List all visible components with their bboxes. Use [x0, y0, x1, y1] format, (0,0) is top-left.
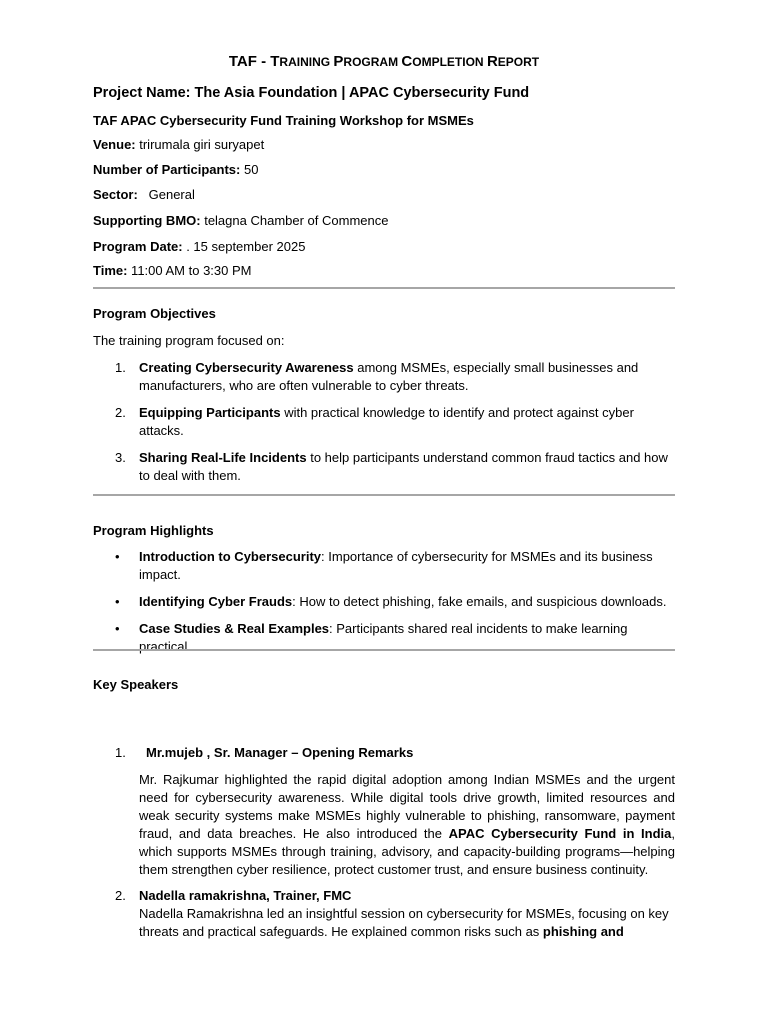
divider — [93, 494, 675, 496]
speaker-paragraph — [139, 771, 675, 879]
venue-line — [93, 136, 264, 154]
report-title — [93, 52, 675, 72]
speaker-title: Mr.mujeb , Sr. Manager – Opening Remarks — [146, 745, 414, 760]
title-part: ROGRAM — [343, 55, 402, 69]
item-text: : Importance of cybersecurity for MSMEs and its business impact. — [139, 549, 653, 582]
highlights-heading: Program Highlights — [93, 523, 214, 538]
title-part: P — [333, 53, 344, 70]
sector-line — [93, 186, 195, 204]
paragraph-text: , which supports MSMEs through training, advisory, and capacity-building programs—helping them strengthen cyber resilience, protect customer trust, and ensure business continuity. — [139, 826, 676, 877]
sector-value: General — [137, 187, 195, 202]
list-item — [93, 359, 675, 395]
item-number: 2. — [115, 405, 126, 420]
sector-label: Sector: — [93, 187, 138, 202]
item-bold: Equipping Participants — [139, 405, 281, 420]
item-text: : Participants shared real incidents to make learning practical. — [139, 621, 628, 654]
title-part: C — [401, 53, 413, 70]
date-label: Program Date: — [93, 239, 183, 254]
bmo-line — [93, 212, 388, 230]
bmo-label: Supporting BMO: — [93, 213, 201, 228]
speakers-heading: Key Speakers — [93, 677, 179, 692]
time-line — [93, 262, 252, 280]
title-part: R — [486, 53, 498, 70]
objectives-intro: The training program focused on: — [93, 333, 285, 348]
title-part: EPORT — [497, 55, 540, 69]
item-number: 3. — [115, 450, 126, 465]
item-bold: Introduction to Cybersecurity — [139, 549, 322, 564]
project-name: Project Name: The Asia Foundation | APAC Cybersecurity Fund — [93, 85, 530, 101]
item-text: to help participants understand common fraud tactics and how to deal with them. — [139, 450, 668, 483]
item-number: 1. — [115, 360, 126, 375]
list-item — [93, 404, 675, 440]
bullet-icon: • — [115, 621, 120, 636]
date-line — [93, 238, 305, 256]
bmo-value: telagna Chamber of Commence — [200, 213, 389, 228]
divider — [93, 649, 675, 651]
time-value: 11:00 AM to 3:30 PM — [127, 263, 252, 278]
bullet-icon: • — [115, 594, 120, 609]
divider — [93, 287, 675, 289]
item-text: among MSMEs, especially small businesses and manufacturers, who are often vulnerable to cyber threats. — [139, 360, 639, 393]
participants-line — [93, 161, 258, 179]
speaker-title: Nadella ramakrishna, Trainer, FMC — [139, 888, 352, 903]
time-label: Time: — [93, 263, 128, 278]
venue-label: Venue: — [93, 137, 136, 152]
paragraph-text: Mr. Rajkumar highlighted the rapid digital adoption among Indian MSMEs and the urgent need for cybersecurity awareness. While digital tools drive growth, limited resources and weak security systems make MSMEs highly vulnerable to phishing, ransomware, payment fraud, and data breaches. He also introduced the — [139, 772, 675, 841]
highlights-list — [93, 548, 675, 656]
speaker-number: 1. — [115, 745, 126, 760]
item-bold: Creating Cybersecurity Awareness — [139, 360, 354, 375]
list-item — [93, 593, 675, 611]
paragraph-bold: APAC Cybersecurity Fund in India — [448, 826, 672, 841]
title-part: TAF - T — [228, 53, 280, 70]
objectives-list — [93, 359, 675, 485]
list-item — [93, 548, 675, 584]
workshop-title: TAF APAC Cybersecurity Fund Training Workshop for MSMEs — [93, 113, 474, 128]
participants-value: 50 — [240, 162, 259, 177]
bullet-icon: • — [115, 549, 120, 564]
item-bold: Identifying Cyber Frauds — [139, 594, 293, 609]
venue-value: trirumala giri suryapet — [135, 137, 265, 152]
speaker-number: 2. — [115, 888, 126, 903]
paragraph-bold: phishing and — [542, 924, 624, 939]
title-part: RAINING — [279, 55, 334, 69]
participants-label: Number of Participants: — [93, 162, 241, 177]
item-bold: Sharing Real-Life Incidents — [139, 450, 307, 465]
objectives-heading: Program Objectives — [93, 306, 216, 321]
title-part: OMPLETION — [412, 55, 487, 69]
list-item — [93, 449, 675, 485]
item-text: : How to detect phishing, fake emails, and suspicious downloads. — [292, 594, 667, 609]
paragraph-text: Nadella Ramakrishna led an insightful session on cybersecurity for MSMEs, focusing on key threats and practical safeguards. He explained common risks such as — [139, 906, 669, 939]
item-text: with practical knowledge to identify and protect against cyber attacks. — [139, 405, 634, 438]
date-value: . 15 september 2025 — [182, 239, 306, 254]
speaker-paragraph — [139, 905, 675, 941]
item-bold: Case Studies & Real Examples — [139, 621, 330, 636]
